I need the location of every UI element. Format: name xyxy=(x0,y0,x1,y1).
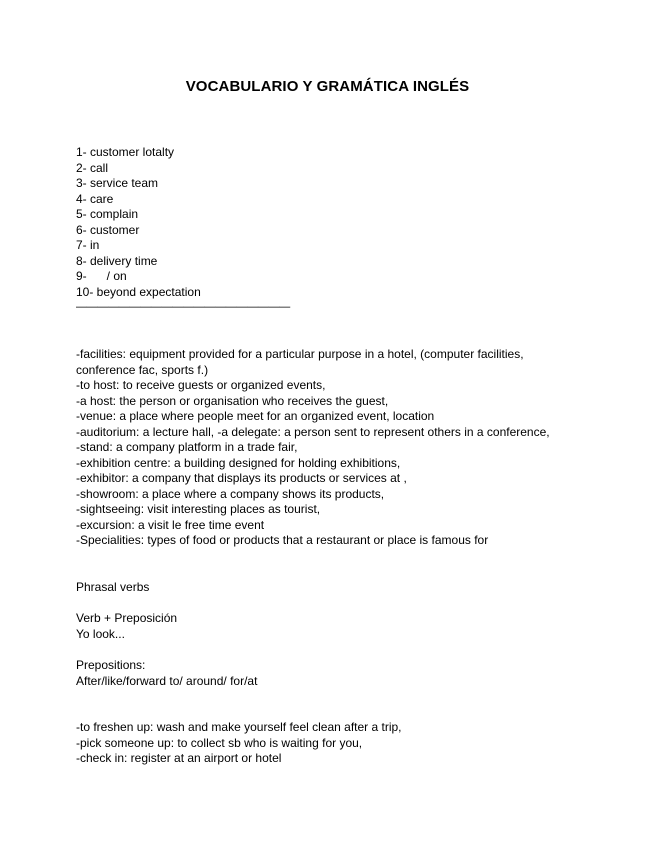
answer-item: 7- in xyxy=(76,238,100,252)
phrasal-rule-section xyxy=(76,611,177,642)
definition-item: -venue: a place where people meet for an organized event, location xyxy=(76,409,435,423)
definition-item: -auditorium: a lecture hall, -a delegate: a person sent to represent others in a conference, xyxy=(76,424,550,439)
phrasal-definition-item: -check in: register at an airport or hotel xyxy=(76,751,282,765)
definition-item: -showroom: a place where a company shows its products, xyxy=(76,486,385,501)
definition-item: -to host: to receive guests or organized events, xyxy=(76,378,326,392)
answer-item: 8- delivery time xyxy=(76,253,158,268)
definitions-list xyxy=(76,347,586,549)
answer-item: 5- complain xyxy=(76,207,139,221)
definition-item: -stand: a company platform in a trade fair, xyxy=(76,440,298,454)
answer-item: 2- call xyxy=(76,160,109,175)
phrasal-verbs-heading: Phrasal verbs xyxy=(76,580,150,594)
answer-item: 6- customer xyxy=(76,222,140,237)
document-title: VOCABULARIO Y GRAMÁTICA INGLÉS xyxy=(185,78,470,95)
answers-list xyxy=(76,145,290,316)
prepositions-heading: Prepositions: xyxy=(76,658,146,672)
definition-item: -Specialities: types of food or products that a restaurant or place is famous for xyxy=(76,533,489,547)
prepositions-section xyxy=(76,658,257,689)
answer-item: 10- beyond expectation xyxy=(76,284,201,299)
definition-item: -sightseeing: visit interesting places as tourist, xyxy=(76,502,321,516)
separator-line: ———————————————————— xyxy=(76,301,291,313)
definition-item: -a host: the person or organisation who receives the guest, xyxy=(76,393,389,408)
phrasal-definitions-list xyxy=(76,720,402,767)
answer-item: 9- / on xyxy=(76,269,127,283)
phrasal-definition-item: -pick someone up: to collect sb who is waiting for you, xyxy=(76,735,363,750)
answer-item: 1- customer lotalty xyxy=(76,145,175,159)
definition-item: -exhibition centre: a building designed for holding exhibitions, xyxy=(76,455,401,470)
answer-item: 3- service team xyxy=(76,176,159,190)
prepositions-list: After/like/forward to/ around/ for/at xyxy=(76,673,258,688)
phrasal-example: Yo look... xyxy=(76,626,125,641)
phrasal-rule: Verb + Preposición xyxy=(76,611,178,625)
definition-item: -excursion: a visit le free time event xyxy=(76,517,265,532)
answer-item: 4- care xyxy=(76,191,114,206)
definition-item: -facilities: equipment provided for a particular purpose in a hotel, (computer facilities, conference fac, sports f.) xyxy=(76,347,524,377)
definition-item: -exhibitor: a company that displays its products or services at , xyxy=(76,471,407,485)
phrasal-definition-item: -to freshen up: wash and make yourself feel clean after a trip, xyxy=(76,720,402,734)
